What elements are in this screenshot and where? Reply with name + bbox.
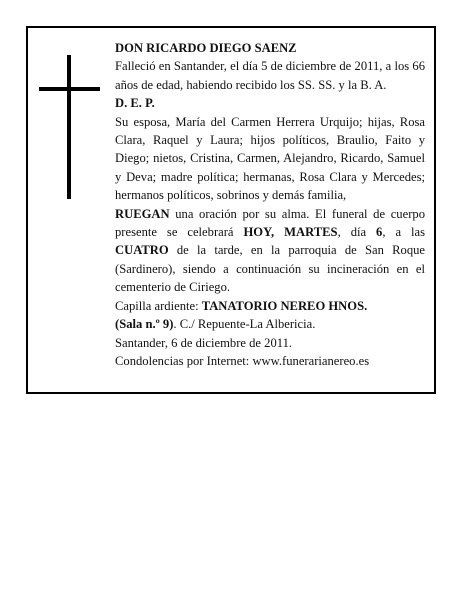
- funeral-day: HOY, MARTES: [243, 225, 338, 240]
- deceased-name: DON RICARDO DIEGO SAENZ: [115, 41, 297, 55]
- obituary-text: [115, 39, 425, 370]
- chapel-room: (Sala n.º 9): [115, 317, 174, 332]
- chapel-address: . C./ Repuente-La Albericia.: [173, 317, 316, 332]
- funeral-hour: CUATRO: [115, 243, 169, 258]
- ruegan-label: RUEGAN: [115, 206, 170, 221]
- date-line: Santander, 6 de diciembre de 2011.: [115, 335, 293, 350]
- dep-label: D. E. P.: [115, 96, 155, 111]
- chapel-line: Capilla ardiente: TANATORIO NEREO HNOS. (Sala n.º 9). C./ Repuente-La Albericia.: [115, 298, 368, 332]
- family-list: Su esposa, María del Carmen Herrera Urquijo; hijas, Rosa Clara, Raquel y Laura; hijos políticos, Braulio, Faito y Diego; nietos, Cristina, Carmen, Alejandro, Ricardo, Samuel y Deva; madre política; hermanas, Rosa Clara y Mercedes; hermanos políticos, sobrinos y demás familia,: [115, 114, 425, 203]
- death-notice: Falleció en Santander, el día 5 de diciembre de 2011, a los 66 años de edad, habiendo recibido los SS. SS. y la B. A.: [115, 59, 425, 92]
- obituary-notice: [26, 26, 436, 394]
- cross-icon: [67, 55, 71, 199]
- chapel-name: TANATORIO NEREO HNOS.: [201, 298, 368, 313]
- cross-icon-bar: [39, 87, 100, 91]
- condolences-line: Condolencias por Internet: www.funerarianereo.es: [115, 353, 370, 368]
- funeral-date: 6: [376, 225, 383, 240]
- funeral-paragraph: RUEGAN una oración por su alma. El funeral de cuerpo presente se celebrará HOY, MARTES, día 6, a las CUATRO de la tarde, en la parroquia de San Roque (Sardinero), siendo a continuación su incineración en el cementerio de Ciriego.: [115, 206, 426, 295]
